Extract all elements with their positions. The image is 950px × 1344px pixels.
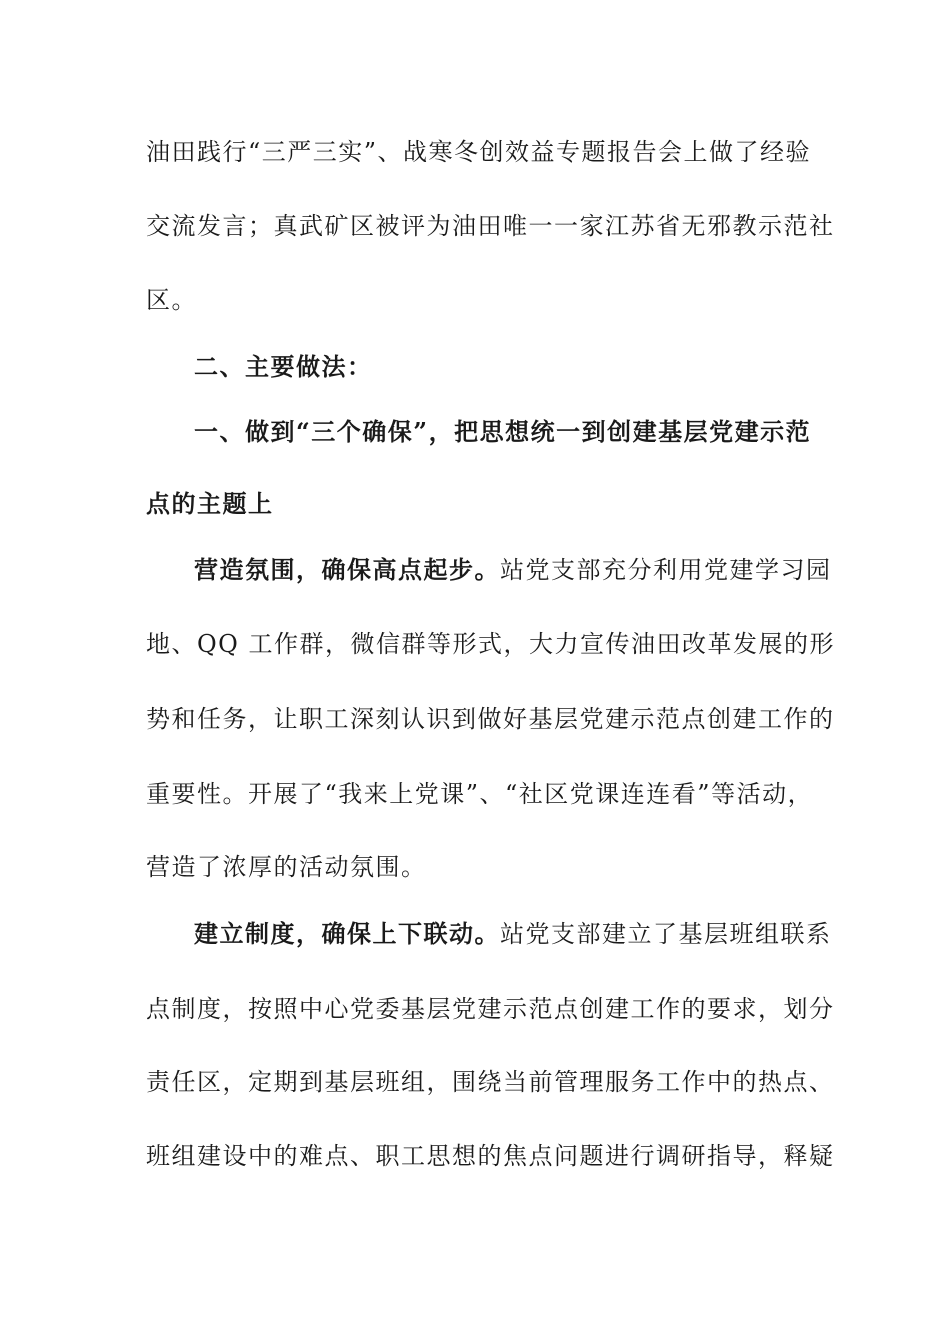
subheading-line-1: 一、做到“三个确保”，把思想统一到创建基层党建示范 bbox=[194, 417, 812, 446]
subheading-line-2: 点的主题上 bbox=[146, 489, 274, 518]
paragraph2-first-line-text: 站党支部建立了基层班组联系 bbox=[500, 920, 832, 948]
paragraph1-first-line-text: 站党支部充分利用党建学习园 bbox=[500, 556, 832, 584]
paragraph2-line-4: 班组建设中的难点、职工思想的焦点问题进行调研指导，释疑 bbox=[146, 1142, 835, 1170]
paragraph1-first-line bbox=[194, 555, 874, 585]
paragraph1-line-5: 营造了浓厚的活动氛围。 bbox=[146, 853, 427, 881]
paragraph2-lead: 建立制度，确保上下联动。 bbox=[194, 919, 500, 948]
intro-line-2: 交流发言；真武矿区被评为油田唯一一家江苏省无邪教示范社 bbox=[146, 212, 835, 240]
paragraph1-line-3: 势和任务，让职工深刻认识到做好基层党建示范点创建工作的 bbox=[146, 705, 835, 733]
paragraph1-lead: 营造氛围，确保高点起步。 bbox=[194, 555, 500, 584]
paragraph2-line-2: 点制度，按照中心党委基层党建示范点创建工作的要求，划分 bbox=[146, 995, 835, 1023]
intro-line-1: 油田践行“三严三实”、战寒冬创效益专题报告会上做了经验 bbox=[146, 138, 812, 166]
paragraph2-line-3: 责任区，定期到基层班组，围绕当前管理服务工作中的热点、 bbox=[146, 1068, 835, 1096]
paragraph1-line-4: 重要性。开展了“我来上党课”、“社区党课连连看”等活动， bbox=[146, 780, 814, 808]
section-heading: 二、主要做法： bbox=[194, 352, 373, 381]
intro-line-3: 区。 bbox=[146, 286, 197, 314]
paragraph1-line-2: 地、QQ 工作群，微信群等形式，大力宣传油田改革发展的形 bbox=[146, 630, 835, 658]
paragraph2-first-line bbox=[194, 919, 874, 949]
